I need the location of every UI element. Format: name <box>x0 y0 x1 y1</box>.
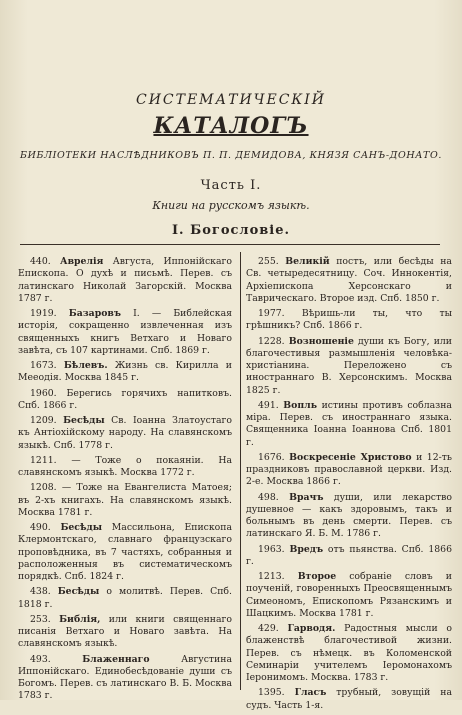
catalog-entry <box>246 452 452 489</box>
entry-number: 438. <box>30 586 51 598</box>
part-subtitle: Книги на русскомъ языкѣ. <box>152 199 310 212</box>
entry-term: Бесѣды <box>57 586 100 598</box>
catalog-entry <box>18 586 232 611</box>
entry-text: отъ пьянства. Спб. 1866 г. <box>246 543 452 567</box>
entry-number: 440. <box>30 256 51 267</box>
entry-number: 429. <box>258 623 279 634</box>
catalog-heading-line2: КАТАЛОГЪ <box>153 113 309 139</box>
entry-term: Возношеніе <box>288 335 354 347</box>
section-heading: I. Богословіе. <box>171 223 291 238</box>
entry-number: 255. <box>258 256 279 267</box>
entry-text: трубный, зовущій на судъ. Часть 1-я. <box>246 687 452 711</box>
entry-text: о молитвѣ. Перев. Спб. 1818 г. <box>18 586 232 610</box>
catalog-heading-line1: СИСТЕМАТИЧЕСКІЙ <box>135 92 326 108</box>
entry-number: 1960. <box>30 387 57 399</box>
catalog-entry <box>18 388 232 413</box>
catalog-entry <box>18 654 232 703</box>
entry-term: Великій <box>285 256 330 267</box>
entry-text: Жизнь св. Кирилла и Мееодія. Москва 1845 г. <box>18 360 232 384</box>
entry-text: души, или лекарство душевное — какъ здоровымъ, такъ и больнымъ въ день смерти. Перев. съ латинскаго Я. Б. М. 1786 г. <box>246 491 452 540</box>
entry-text: постъ, или бесѣды на Св. четыредесятницу. Соч. Иннокентія, Архіепископа Херсонскаго и Таврическаго. Второе изд. Спб. 1850 г. <box>246 256 452 304</box>
catalog-heading-line3: БИБЛІОТЕКИ НАСЛѢДНИКОВЪ П. П. ДЕМИДОВА, КНЯЗЯ САНЪ-ДОНАТО. <box>20 150 442 161</box>
catalog-entry <box>246 336 452 397</box>
entry-text: Св. Іоанна Златоустаго къ Антіохійскому народу. На славянскомъ языкѣ. Спб. 1778 г. <box>18 415 232 451</box>
entry-term: Гарводя. <box>287 623 336 634</box>
entry-text: души къ Богу, или благочестивыя размышленія человѣка-христіанина. Переложено съ иностраннаго В. Херсонскимъ. Москва 1825 г. <box>246 335 452 396</box>
catalog-entry <box>18 522 232 583</box>
entry-text: собраніе словъ и поученій, говоренныхъ Преосвященнымъ Симеономъ, Епископомъ Рязанскимъ и Шацкимъ. Москва 1781 г. <box>246 571 452 619</box>
catalog-entry <box>18 415 232 452</box>
entry-term: Вредъ <box>289 543 324 555</box>
catalog-entry <box>246 256 452 305</box>
entry-term: Аврелія <box>60 256 104 267</box>
entry-term: Бѣлевъ. <box>63 360 108 371</box>
entry-term: Воскресеніе Христово <box>289 451 412 463</box>
entry-term: Библія, <box>59 613 101 625</box>
entry-text: Массильона, Епископа Клермонтскаго, славнаго французскаго проповѣдника, въ 7 частяхъ, собранныя и расположенныя въ систематическомъ порядкѣ. Спб. 1824 г. <box>18 522 232 582</box>
entry-number: 1208. <box>30 482 57 494</box>
entry-term: Гласъ <box>294 687 327 699</box>
entry-number: 1919. <box>30 308 57 319</box>
entry-text: Августа, Иппонійскаго Епископа. О духѣ и письмѣ. Перев. съ латинскаго Николай Загорскій. Москва 1787 г. <box>18 256 232 304</box>
entry-number: 253. <box>30 613 51 625</box>
entry-number: 1211. <box>30 454 57 466</box>
part-heading: Часть I. <box>200 178 262 193</box>
entry-number: 1228. <box>258 335 285 347</box>
entry-text: Берегись горячихъ напитковъ. Спб. 1866 г. <box>18 387 232 411</box>
catalog-entry <box>246 492 452 541</box>
entry-number: 491. <box>258 399 279 411</box>
catalog-entry <box>18 614 232 651</box>
entry-text: Радостныя мысли о блаженствѣ благочестивой жизни. Перев. съ нѣмецк. въ Коломенской Семинаріи учителемъ Іеромонахомъ Іеронимомъ. Москва. 1783 г. <box>246 623 452 683</box>
catalog-entry <box>246 571 452 620</box>
catalog-entry <box>18 360 232 385</box>
entry-number: 493. <box>30 653 51 665</box>
entry-text: или книги священнаго писанія Ветхаго и Новаго завѣта. На славянскомъ языкѣ. <box>18 613 232 650</box>
entry-term: Второе <box>297 571 337 582</box>
catalog-entry <box>246 400 452 449</box>
entry-term: Бесѣды <box>63 415 105 426</box>
catalog-entry <box>246 544 452 569</box>
entry-number: 1395. <box>258 687 285 699</box>
entry-text: — Тоже о покаяніи. На славянскомъ языкѣ. Москва 1772 г. <box>18 454 232 478</box>
entry-text: и 12-ть праздниковъ православной церкви. Изд. 2-е. Москва 1866 г. <box>246 451 452 488</box>
right-column <box>246 256 452 715</box>
entry-term: Вопль <box>283 399 318 411</box>
horizontal-rule <box>20 244 440 245</box>
entry-text: I. — Библейская исторія, сокращенно извлеченная изъ священныхъ книгъ Ветхаго и Новаго завѣта, съ 107 картинами. Спб. 1869 г. <box>18 308 232 356</box>
entry-text: истины противъ соблазна міра. Перев. съ иностраннаго языка. Священника Іоанна Іоаннова Спб. 1801 г. <box>246 399 452 448</box>
entry-number: 498. <box>258 491 279 503</box>
entry-term: Базаровъ <box>68 308 121 319</box>
entry-number: 1676. <box>258 451 285 463</box>
catalog-entry <box>246 308 452 333</box>
entry-number: 1977. <box>258 308 285 319</box>
catalog-entry <box>18 256 232 305</box>
entry-term: Врачъ <box>289 491 324 503</box>
entry-number: 1963. <box>258 543 285 555</box>
entry-term: Блаженнаго <box>82 653 150 665</box>
catalog-entry <box>246 623 452 684</box>
entry-number: 1209. <box>30 415 57 426</box>
entry-number: 1213. <box>258 571 285 582</box>
entry-term: Бесѣды <box>60 522 103 533</box>
entry-text: — Тоже на Евангелиста Матоея; въ 2-хъ книгахъ. На славянскомъ языкѣ. Москва 1781 г. <box>18 482 232 518</box>
entry-number: 490. <box>30 522 51 533</box>
catalog-entry <box>18 455 232 480</box>
column-divider <box>240 252 241 690</box>
catalog-entry <box>18 482 232 519</box>
entry-number: 1673. <box>30 360 57 371</box>
left-column <box>18 256 232 706</box>
entry-text: Вѣришь-ли ты, что ты грѣшникъ? Спб. 1866 г. <box>246 308 452 332</box>
entry-text: Августина Иппонійскаго. Единобесѣдованіе души съ Богомъ. Перев. съ латинскаго В. Б. Москва 1783 г. <box>18 653 232 702</box>
catalog-entry <box>18 308 232 357</box>
